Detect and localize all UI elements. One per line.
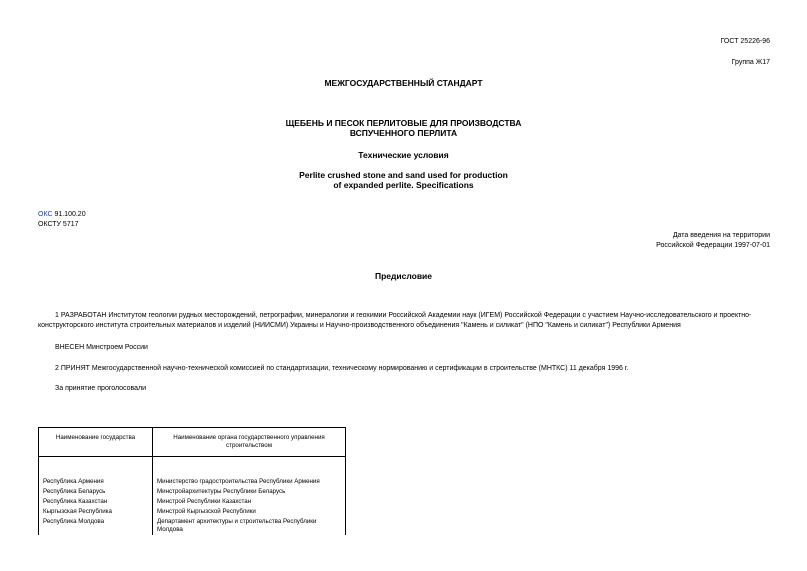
column-header-authority-line2: строительством (226, 442, 272, 449)
title-ru-line2: ВСПУЧЕННОГО ПЕРЛИТА (349, 128, 458, 138)
subtitle-ru: Технические условия (358, 150, 449, 160)
paragraph-developed-line1: 1 РАЗРАБОТАН Институтом геологии рудных месторождений, петрографии, минералогии и геохимии Российской Академии наук (ИГЕМ) Российской Федерации с участием Научно-исследовательского и проектно- (55, 312, 752, 319)
state-cell: Кыргызская Республика (39, 507, 153, 517)
paragraph-voted: За принятие проголосовали (55, 385, 147, 392)
table-row (39, 487, 346, 497)
paragraph-introduced: ВНЕСЕН Минстроем России (55, 344, 148, 351)
group-code: Группа Ж17 (731, 59, 770, 66)
paragraph-adopted: 2 ПРИНЯТ Межгосударственной научно-технической комиссией по стандартизации, техническому нормированию и сертификации в строительстве (МНТКС) 11 декабря 1996 г. (55, 365, 629, 372)
doc-number: ГОСТ 25226-96 (720, 38, 770, 45)
effective-date-line1: Дата введения на территории (672, 232, 770, 239)
state-cell: Республика Молдова (39, 517, 153, 535)
table-row (39, 517, 346, 535)
state-cell: Республика Казахстан (39, 497, 153, 507)
authority-cell: Минстройархитектуры Республики Беларусь (153, 487, 346, 497)
table-row (39, 497, 346, 507)
oks-link[interactable]: ОКС (38, 211, 53, 218)
effective-date-line2: Российской Федерации 1997-07-01 (656, 242, 770, 249)
title-ru-line1: ЩЕБЕНЬ И ПЕСОК ПЕРЛИТОВЫЕ ДЛЯ ПРОИЗВОДСТВА (285, 118, 522, 128)
table-header-row (39, 428, 346, 457)
state-cell: Республика Беларусь (39, 487, 153, 497)
table-row (39, 507, 346, 517)
standard-type: МЕЖГОСУДАРСТВЕННЫЙ СТАНДАРТ (324, 78, 483, 88)
title-en-line1: Perlite crushed stone and sand used for production (299, 170, 508, 180)
table-row (39, 477, 346, 487)
column-header-authority (153, 428, 346, 457)
authority-cell: Минстрой Кыргызской Республики (153, 507, 346, 517)
okstu-code: ОКСТУ 5717 (38, 221, 79, 228)
oks-value: 91.100.20 (54, 211, 86, 218)
oks-code (38, 210, 86, 219)
column-header-state: Наименование государства (39, 428, 153, 457)
title-en-line2: of expanded perlite. Specifications (333, 180, 474, 190)
states-table (38, 427, 346, 535)
paragraph-developed-line2: конструкторского института строительных материалов и изделий (НИИСМИ) Украины и Научно-производственного объединения "Камень и силикат" (НПО "Камень и силикат") Республики Армения (38, 322, 681, 329)
authority-cell: Министерство градостроительства Республики Армения (153, 477, 346, 487)
column-header-authority-line1: Наименование органа государственного управления (173, 434, 325, 441)
authority-cell: Минстрой Республики Казахстан (153, 497, 346, 507)
authority-cell: Департамент архитектуры и строительства Республики Молдова (153, 517, 346, 535)
state-cell: Республика Армения (39, 477, 153, 487)
foreword-heading: Предисловие (374, 271, 433, 281)
